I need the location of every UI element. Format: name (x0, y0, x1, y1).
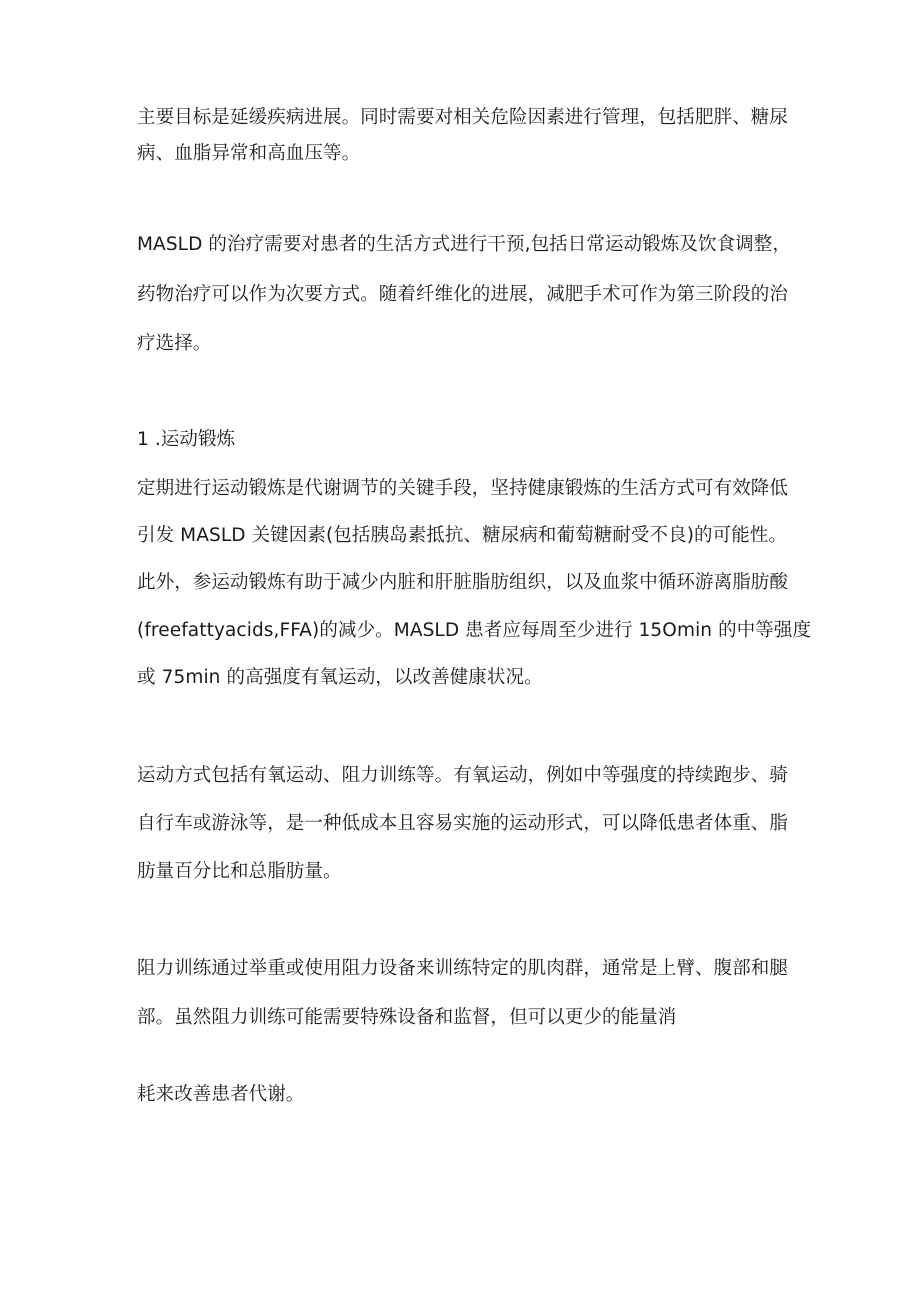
paragraph-6-line-2: 部。虽然阻力训练可能需要特殊设备和监督，但可以更少的能量消 (137, 1007, 677, 1028)
paragraph-2-line-3: 疗选择。 (137, 333, 212, 354)
section-heading-exercise: 1 .运动锻炼 (137, 429, 236, 450)
paragraph-4-line-1: 定期进行运动锻炼是代谢调节的关键手段，坚持健康锻炼的生活方式可有效降低 (137, 478, 789, 499)
paragraph-6-line-1: 阻力训练通过举重或使用阻力设备来训练特定的肌肉群，通常是上臂、腹部和腿 (137, 958, 789, 979)
paragraph-7-line-1: 耗来改善患者代谢。 (137, 1084, 305, 1105)
paragraph-4-line-4: (freefattyacids,FFA)的减少。MASLD 患者应每周至少进行 15Omin 的中等强度 (137, 620, 812, 641)
paragraph-4-line-2: 引发 MASLD 关键因素(包括胰岛素抵抗、糖尿病和葡萄糖耐受不良)的可能性。 (137, 525, 788, 546)
paragraph-5-line-2: 自行车或游泳等，是一种低成本且容易实施的运动形式，可以降低患者体重、脂 (137, 813, 789, 834)
paragraph-2-line-2: 药物治疗可以作为次要方式。随着纤维化的进展，减肥手术可作为第三阶段的治 (137, 284, 789, 305)
paragraph-4-line-3: 此外，参运动锻炼有助于减少内脏和肝脏脂肪组织，以及血浆中循环游离脂肪酸 (137, 572, 789, 593)
paragraph-5-line-1: 运动方式包括有氧运动、阻力训练等。有氧运动，例如中等强度的持续跑步、骑 (137, 765, 789, 786)
paragraph-1-line-1: 主要目标是延缓疾病进展。同时需要对相关危险因素进行管理，包括肥胖、糖尿 (137, 107, 789, 128)
paragraph-1-line-2: 病、血脂异常和高血压等。 (137, 143, 361, 164)
paragraph-2-line-1: MASLD 的治疗需要对患者的生活方式进行干预,包括日常运动锻炼及饮食调整， (137, 234, 791, 255)
paragraph-5-line-3: 肪量百分比和总脂肪量。 (137, 861, 342, 882)
paragraph-4-line-5: 或 75min 的高强度有氧运动，以改善健康状况。 (137, 667, 543, 688)
